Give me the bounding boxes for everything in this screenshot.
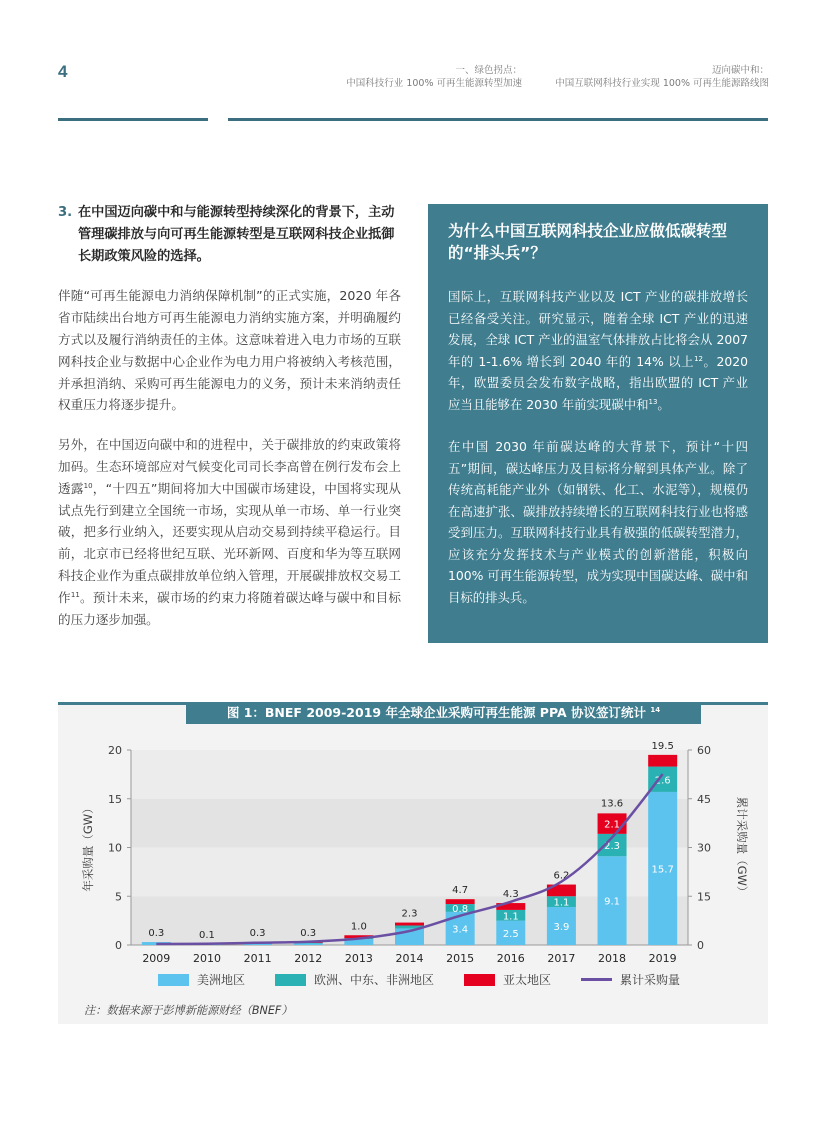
legend-label-americas: 美洲地区 — [197, 973, 246, 987]
x-tick-label-2012: 2012 — [294, 952, 323, 965]
section-number: 3. — [58, 205, 73, 220]
x-tick-label-2015: 2015 — [446, 952, 475, 965]
sidebar-box-paragraph-1 — [448, 286, 748, 415]
legend-swatch-cumulative — [581, 978, 612, 981]
data-label-americas: 15.7 — [651, 864, 674, 876]
total-label-2018: 13.6 — [600, 798, 624, 810]
legend-swatch-americas — [158, 974, 189, 986]
x-tick-label-2017: 2017 — [547, 952, 576, 965]
footnote-ref-10[interactable]: 10 — [83, 481, 93, 490]
x-tick-label-2013: 2013 — [344, 952, 373, 965]
bar-asia-2015 — [446, 899, 475, 904]
legend-item-cumulative — [581, 971, 680, 988]
total-label-2019: 19.5 — [651, 740, 674, 752]
y-right-tick-label: 45 — [697, 792, 711, 806]
y-axis-label: 年采购量（GW） — [81, 802, 95, 892]
sidebar-box — [428, 204, 768, 643]
footnote-ref-12[interactable]: 12 — [694, 354, 703, 363]
data-label-americas: 3.9 — [553, 921, 570, 933]
data-label-europe: 1.1 — [502, 911, 519, 923]
x-tick-label-2014: 2014 — [395, 952, 424, 965]
y-tick-label: 20 — [108, 744, 122, 757]
main-column — [58, 202, 401, 630]
x-tick-label-2010: 2010 — [192, 952, 221, 965]
figure-title-text: 图 1：BNEF 2009-2019 年全球企业采购可再生能源 PPA 协议签订统计 — [226, 705, 647, 720]
figure-title — [186, 702, 701, 724]
footnote-ref-14[interactable]: 14 — [650, 705, 661, 714]
data-label-europe: 1.1 — [553, 897, 570, 909]
legend-item-europe — [275, 971, 434, 988]
total-label-2014: 2.3 — [401, 908, 418, 920]
chart-legend — [158, 971, 718, 988]
data-label-europe: 2.6 — [654, 775, 671, 787]
bar-asia-2014 — [395, 923, 424, 926]
data-label-europe: 2.3 — [604, 841, 620, 853]
total-label-2017: 6.2 — [553, 870, 570, 882]
sidebar-p1-part-a: 国际上，互联网科技产业以及 ICT 产业的碳排放增长已经备受关注。研究显示，随着全球 ICT 产业的迅速发展，全球 ICT 产业的温室气体排放占比将会从 2007 年的 1-1.6% 增长到 2040 年的 14% 以上 — [448, 289, 748, 369]
figure-note: 注：数据来源于彭博新能源财经（BNEF） — [84, 1004, 293, 1017]
x-tick-label-2009: 2009 — [142, 952, 171, 965]
data-label-americas: 9.1 — [604, 896, 620, 908]
sidebar-p1-part-b: 。2020 年，欧盟委员会发布数字战略，指出欧盟的 ICT 产业应当且能够在 2030 年前实现碳中和 — [448, 353, 748, 412]
y-right-tick-label: 60 — [697, 744, 711, 757]
header-rule-right — [228, 118, 768, 121]
report-header-line1: 迈向碳中和： — [711, 65, 769, 76]
bar-asia-2019 — [648, 755, 677, 767]
total-label-2011: 0.3 — [249, 928, 266, 940]
paragraph-2-part-c: 。预计未来，碳市场的约束力将随着碳达峰与碳中和目标的压力逐步加强。 — [58, 589, 402, 627]
legend-swatch-europe — [275, 974, 306, 986]
plot-band-3 — [131, 750, 688, 799]
x-tick-label-2019: 2019 — [648, 952, 677, 965]
data-label-americas: 2.5 — [502, 928, 519, 940]
legend-label-cumulative: 累计采购量 — [620, 973, 681, 987]
sidebar-box-paragraph-2: 在中国 2030 年前碳达峰的大背景下，预计“十四五”期间，碳达峰压力及目标将分解到具体产业。除了传统高耗能产业外（如钢铁、化工、水泥等），规模仍在高速扩张、碳排放持续增长的互联网科技行业也将感受到压力。互联网科技行业具有极强的低碳转型潜力，应该充分发挥技术与产业模式的创新潜能，积极向 100% 可再生能源转型，成为实现中国碳达峰、碳中和目标的排头兵。 — [448, 439, 748, 605]
footnote-ref-13[interactable]: 13 — [648, 397, 658, 406]
y-tick-label: 5 — [115, 890, 122, 904]
data-label-americas: 3.4 — [452, 924, 469, 936]
y-tick-label: 10 — [108, 841, 122, 855]
ppa-chart — [58, 705, 768, 967]
legend-item-americas — [158, 971, 245, 988]
y-tick-label: 15 — [108, 792, 122, 806]
sidebar-box-title: 为什么中国互联网科技企业应做低碳转型的“排头兵”？ — [448, 222, 728, 262]
total-label-2010: 0.1 — [199, 930, 215, 942]
report-header — [555, 64, 769, 90]
data-label-europe: 0.8 — [452, 903, 469, 915]
y-tick-label: 0 — [115, 939, 122, 952]
footnote-ref-11[interactable]: 11 — [70, 590, 80, 599]
y-right-axis-label: 累计采购量（GW） — [735, 796, 749, 898]
chapter-header — [346, 64, 522, 90]
y-right-tick-label: 0 — [697, 939, 704, 952]
total-label-2015: 4.7 — [452, 885, 469, 897]
paragraph-2 — [58, 434, 401, 630]
x-tick-label-2011: 2011 — [243, 952, 272, 965]
legend-label-europe: 欧洲、中东、非洲地区 — [314, 973, 435, 987]
y-right-tick-label: 30 — [697, 841, 711, 855]
paragraph-2-part-b: ，“十四五”期间将加大中国碳市场建设，中国将实现从试点先行到建立全国统一市场，实现从单一市场、单一行业突破，把多行业纳入，还要实现从启动交易到持续平稳运行。目前，北京市已经将世纪互联、光环新网、百度和华为等互联网科技企业作为重点碳排放单位纳入管理，开展碳排放权交易工作 — [58, 480, 401, 605]
figure-panel — [58, 702, 768, 1024]
chapter-header-line2: 中国科技行业 100% 可再生能源转型加速 — [346, 78, 522, 89]
total-label-2016: 4.3 — [502, 889, 519, 901]
legend-item-asia — [464, 971, 551, 988]
chapter-header-line1: 一、绿色拐点： — [455, 65, 522, 76]
paragraph-2-part-a: 另外，在中国迈向碳中和的进程中，关于碳排放的约束政策将加码。生态环境部应对气候变化司司长李高曾在例行发布会上透露 — [58, 437, 401, 496]
paragraph-1: 伴随“可再生能源电力消纳保障机制”的正式实施，2020 年各省市陆续出台地方可再生能源电力消纳实施方案，并明确履约方式以及履行消纳责任的主体。这意味着进入电力市场的互联网科技企业与数据中心企业作为电力用户将被纳入考核范围，并承担消纳、采购可再生能源电力的义务，预计未来消纳责任权重压力将逐步提升。 — [58, 288, 401, 413]
total-label-2012: 0.3 — [300, 928, 317, 940]
y-right-tick-label: 15 — [697, 890, 711, 904]
page-number: 4 — [58, 62, 68, 81]
section-heading-text: 在中国迈向碳中和与能源转型持续深化的背景下，主动管理碳排放与向可再生能源转型是互联网科技企业抵御长期政策风险的选择。 — [78, 205, 395, 264]
header-rule-left — [58, 118, 208, 121]
legend-label-asia: 亚太地区 — [503, 973, 552, 987]
total-label-2009: 0.3 — [148, 928, 165, 940]
section-heading — [58, 202, 401, 267]
sidebar-p1-part-c: 。 — [657, 396, 670, 412]
total-label-2013: 1.0 — [350, 921, 367, 933]
report-header-line2: 中国互联网科技行业实现 100% 可再生能源路线图 — [555, 78, 769, 89]
data-label-asia: 2.1 — [604, 819, 620, 831]
x-tick-label-2016: 2016 — [496, 952, 525, 965]
legend-swatch-asia — [464, 974, 495, 986]
x-tick-label-2018: 2018 — [598, 952, 627, 965]
